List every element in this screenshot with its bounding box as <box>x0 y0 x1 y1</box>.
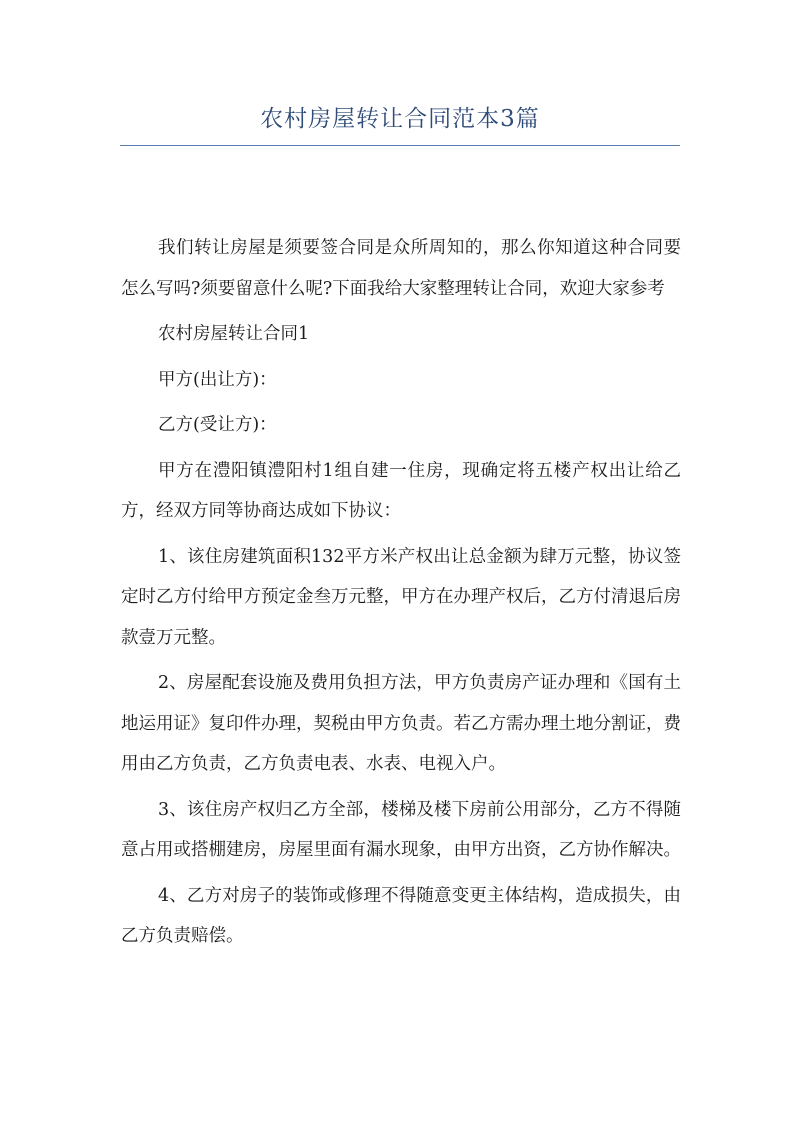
document-body <box>121 228 681 957</box>
party-b-line: 乙方(受让方)： <box>158 415 277 435</box>
clause-1-paragraph: 1、该住房建筑面积132平方米产权出让总金额为肆万元整，协议签定时乙方付给甲方预定金叁万元整，甲方在办理产权后，乙方付清退后房款壹万元整。 <box>121 546 681 648</box>
party-a-line: 甲方(出让方)： <box>158 369 277 390</box>
clause-2-paragraph: 2、房屋配套设施及费用负担方法，甲方负责房产证办理和《国有土地运用证》复印件办理，契税由甲方负责。若乙方需办理土地分割证，费用由乙方负责，乙方负责电表、水表、电视入户。 <box>121 673 681 774</box>
intro-paragraph: 我们转让房屋是须要签合同是众所周知的，那么你知道这种合同要怎么写吗?须要留意什么呢?下面我给大家整理转让合同，欢迎大家参考 <box>121 238 681 299</box>
clause-3-paragraph: 3、该住房产权归乙方全部，楼梯及楼下房前公用部分，乙方不得随意占用或搭棚建房，房屋里面有漏水现象，由甲方出资，乙方协作解决。 <box>121 799 681 860</box>
clause-4-paragraph: 4、乙方对房子的装饰或修理不得随意变更主体结构，造成损失，由乙方负责赔偿。 <box>121 885 681 946</box>
document-title: 农村房屋转让合同范本3篇 <box>260 106 540 132</box>
contract-heading: 农村房屋转让合同1 <box>158 324 310 344</box>
title-underline <box>120 145 680 146</box>
preamble-paragraph: 甲方在澧阳镇澧阳村1组自建一住房，现确定将五楼产权出让给乙方，经双方同等协商达成如下协议： <box>121 460 681 521</box>
